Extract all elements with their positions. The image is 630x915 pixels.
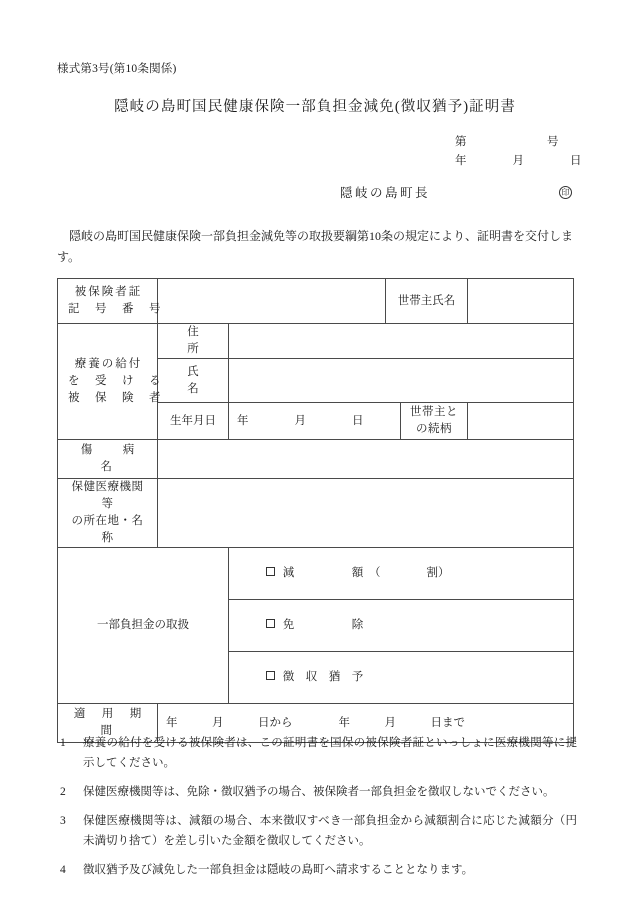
seal-icon: 印 [559, 186, 572, 199]
address-value[interactable] [229, 324, 574, 359]
birthdate-label: 生年月日 [158, 403, 229, 440]
insured-card-label [58, 279, 163, 324]
name-label: 氏 名 [158, 359, 229, 403]
recipient-label-line3: 被 保 険 者 [68, 392, 163, 404]
relationship-label-line2: の続柄 [416, 423, 453, 435]
insured-card-value[interactable] [158, 279, 386, 324]
name-value[interactable] [229, 359, 574, 403]
recipient-label-line1: 療養の給付 [74, 358, 143, 370]
list-item [57, 811, 577, 851]
note-text: 保健医療機関等は、減額の場合、本来徴収すべき一部負担金から減額割合に応じた減額分（円未満切り捨て）を差し引いた金額を徴収してください。 [83, 815, 577, 847]
copayment-label: 一部負担金の取扱 [58, 548, 229, 704]
table-row-institution [58, 479, 574, 548]
document-number-line: 第 号 [455, 136, 559, 148]
document-date-line: 年 月 日 [455, 155, 582, 167]
copayment-option-deferment-label: 徴 収 猶 予 [282, 671, 364, 683]
institution-label-line1: 保健医療機関等 [71, 481, 144, 510]
insured-card-label-line2: 記 号 番 号 [68, 303, 163, 315]
institution-value[interactable] [158, 479, 574, 548]
checkbox-icon-exemption[interactable] [266, 619, 275, 628]
copayment-option-reduction[interactable] [229, 548, 574, 600]
note-number: 4 [60, 864, 66, 876]
institution-label-line2: の所在地・名称 [71, 515, 144, 544]
address-label: 住 所 [158, 324, 229, 359]
insured-card-label-line1: 被保険者証 [74, 286, 143, 298]
institution-label [58, 479, 158, 548]
note-text: 保健医療機関等は、免除・徴収猶予の場合、被保険者一部負担金を徴収しないでください。 [83, 786, 555, 798]
copayment-option-deferment[interactable] [229, 652, 574, 704]
list-item [57, 733, 577, 773]
list-item [57, 782, 577, 802]
note-text: 療養の給付を受ける被保険者は、この証明書を国保の被保険者証といっしょに医療機関等に提示してください。 [83, 737, 577, 769]
table-row-address [58, 324, 574, 359]
document-meta [455, 133, 582, 171]
table-row-copayment-reduction [58, 548, 574, 600]
disease-label: 傷 病 名 [58, 440, 158, 479]
copayment-option-exemption-label: 免 除 [282, 619, 364, 631]
checkbox-icon-deferment[interactable] [266, 671, 275, 680]
relationship-label [401, 403, 468, 440]
recipient-label [58, 324, 163, 440]
relationship-label-line1: 世帯主と [410, 406, 459, 418]
list-item [57, 860, 577, 880]
householder-name-label: 世帯主氏名 [386, 279, 468, 324]
copayment-option-exemption[interactable] [229, 600, 574, 652]
intro-paragraph: 隠岐の島町国民健康保険一部負担金減免等の取扱要綱第10条の規定により、証明書を交付します。 [57, 229, 574, 264]
period-label: 適 用 期 間 [58, 704, 158, 743]
checkbox-icon-reduction[interactable] [266, 567, 275, 576]
note-number: 1 [60, 737, 66, 749]
table-row-insured-card [58, 279, 574, 324]
recipient-label-line2: を 受 け る [68, 375, 163, 387]
disease-value[interactable] [158, 440, 574, 479]
period-value[interactable]: 年 月 日から 年 月 日まで [158, 704, 574, 743]
note-number: 2 [60, 786, 66, 798]
issuer-row [340, 183, 572, 201]
issuer-name: 隠岐の島町長 [340, 186, 431, 200]
table-row-disease [58, 440, 574, 479]
form-number: 様式第3号(第10条関係) [57, 63, 177, 75]
notes-list [57, 733, 577, 889]
page-title: 隠岐の島町国民健康保険一部負担金減免(徴収猶予)証明書 [114, 99, 516, 115]
birthdate-value[interactable]: 年 月 日 [229, 403, 401, 440]
householder-name-value[interactable] [468, 279, 574, 324]
relationship-value[interactable] [468, 403, 574, 440]
note-text: 徴収猶予及び減免した一部負担金は隠岐の島町へ請求することとなります。 [83, 864, 474, 876]
certificate-table [57, 278, 574, 743]
note-number: 3 [60, 815, 66, 827]
copayment-option-reduction-label: 減 額 （ 割） [282, 567, 450, 579]
